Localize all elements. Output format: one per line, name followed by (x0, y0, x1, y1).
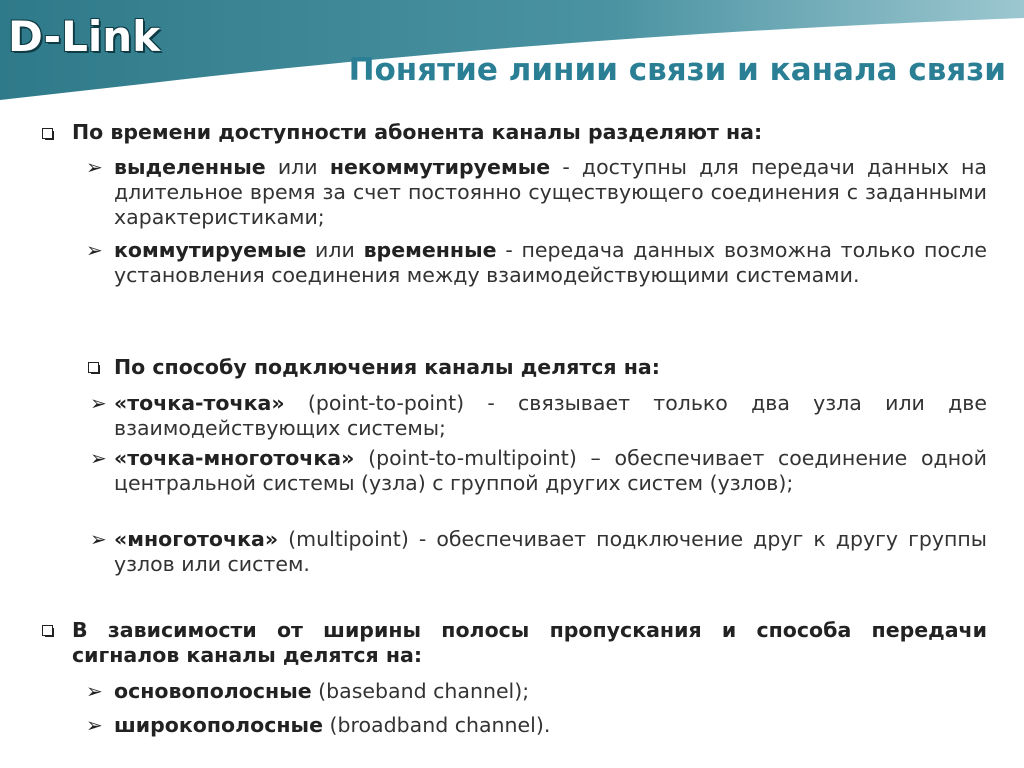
list-item: «точка-многоточка» (point-to-multipoint) – обеспечивает соединение одной центральной системы (узла) с группой других систем (узлов); (114, 446, 987, 495)
checkbox-bullet-icon (88, 362, 99, 373)
arrow-bullet-icon: ➢ (86, 155, 103, 179)
list-item: коммутируемые или временные - передача данных возможна только после установления соединения между взаимодействующими системами. (114, 238, 987, 287)
list-item: «точка-точка» (point-to-point) - связывает только два узла или две взаимодействующих системы; (114, 391, 987, 440)
slide-title: Понятие линии связи и канала связи (348, 52, 1006, 88)
arrow-bullet-icon: ➢ (90, 527, 107, 551)
arrow-bullet-icon: ➢ (86, 713, 103, 737)
arrow-bullet-icon: ➢ (86, 679, 103, 703)
list-item: основополосные (baseband channel); (114, 679, 530, 703)
checkbox-bullet-icon (42, 625, 53, 636)
list-item: выделенные или некоммутируемые - доступны для передачи данных на длительное время за счет постоянно существующего соединения с заданными характеристиками; (114, 155, 987, 229)
dlink-logo: D-Link (8, 12, 161, 61)
section-1-heading: По времени доступности абонента каналы разделяют на: (72, 120, 763, 144)
section-2-heading: По способу подключения каналы делятся на: (114, 355, 660, 379)
arrow-bullet-icon: ➢ (90, 391, 107, 415)
arrow-bullet-icon: ➢ (90, 446, 107, 470)
section-3-heading: В зависимости от ширины полосы пропускания и способа передачи сигналов каналы делятся на: (72, 618, 987, 667)
arrow-bullet-icon: ➢ (86, 238, 103, 262)
checkbox-bullet-icon (42, 128, 53, 139)
list-item: «многоточка» (multipoint) - обеспечивает подключение друг к другу группы узлов или систем. (114, 527, 987, 576)
list-item: широкополосные (broadband channel). (114, 713, 551, 737)
